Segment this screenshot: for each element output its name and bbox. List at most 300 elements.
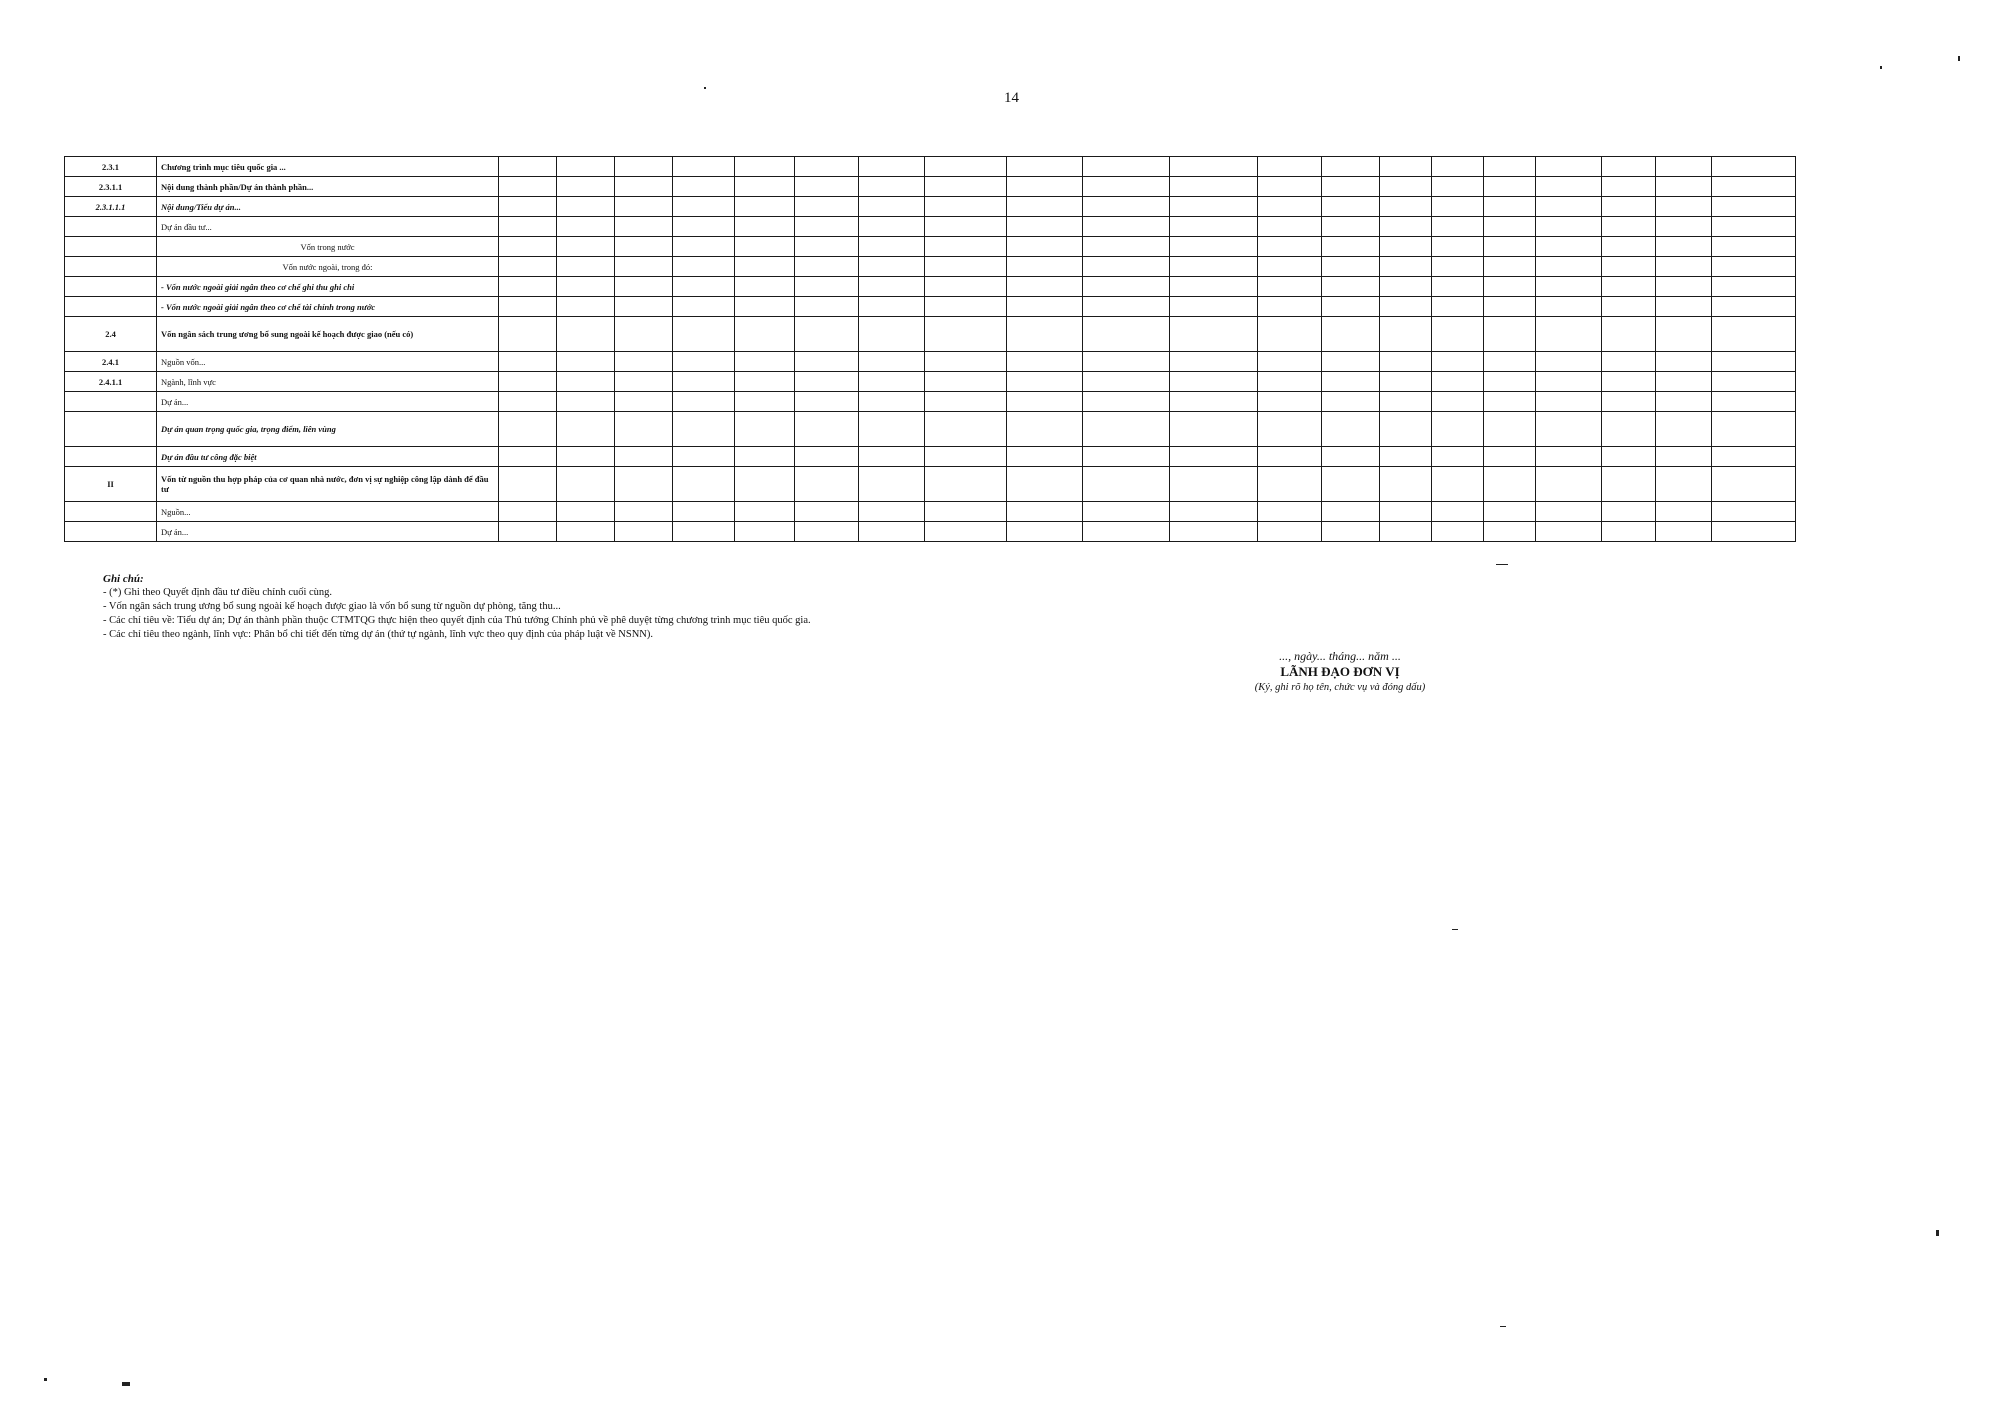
empty-cell [1083,467,1170,502]
empty-cell [1170,157,1258,177]
row-code: 2.3.1.1 [65,177,157,197]
empty-cell [1712,297,1796,317]
row-label: Nội dung thành phần/Dự án thành phần... [157,177,499,197]
row-code: 2.3.1.1.1 [65,197,157,217]
empty-cell [1602,447,1656,467]
empty-cell [1536,197,1602,217]
scan-speck [1500,1326,1506,1327]
table-row [65,467,1796,502]
empty-cell [795,447,859,467]
empty-cell [673,277,735,297]
scan-speck [704,87,706,89]
empty-cell [499,297,557,317]
empty-cell [1083,372,1170,392]
empty-cell [557,467,615,502]
empty-cell [1322,157,1380,177]
page-number: 14 [1004,90,1019,106]
empty-cell [1258,412,1322,447]
row-code [65,277,157,297]
empty-cell [795,217,859,237]
empty-cell [795,317,859,352]
empty-cell [1602,217,1656,237]
empty-cell [1484,502,1536,522]
empty-cell [1007,197,1083,217]
empty-cell [1258,352,1322,372]
empty-cell [1258,217,1322,237]
empty-cell [557,522,615,542]
empty-cell [1484,177,1536,197]
empty-cell [1432,197,1484,217]
scan-speck [1496,564,1508,565]
empty-cell [859,257,925,277]
empty-cell [1170,237,1258,257]
row-label: Ngành, lĩnh vực [157,372,499,392]
note-item: - Các chỉ tiêu theo ngành, lĩnh vực: Phân bổ chi tiết đến từng dự án (thứ tự ngành, lĩnh vực theo quy định của pháp luật về NSNN). [103,629,653,640]
empty-cell [859,502,925,522]
empty-cell [1170,372,1258,392]
empty-cell [1007,257,1083,277]
notes-heading: Ghi chú: [103,573,144,585]
empty-cell [1258,447,1322,467]
empty-cell [1432,297,1484,317]
empty-cell [1170,297,1258,317]
empty-cell [1484,522,1536,542]
signature-block [1180,648,1500,696]
empty-cell [925,317,1007,352]
empty-cell [735,277,795,297]
empty-cell [1258,197,1322,217]
empty-cell [795,412,859,447]
empty-cell [499,217,557,237]
empty-cell [1536,372,1602,392]
empty-cell [673,522,735,542]
empty-cell [1258,257,1322,277]
empty-cell [615,372,673,392]
empty-cell [1380,237,1432,257]
empty-cell [499,157,557,177]
row-code [65,392,157,412]
empty-cell [1536,352,1602,372]
empty-cell [1656,502,1712,522]
empty-cell [1083,317,1170,352]
investment-table [64,156,1796,542]
empty-cell [1083,522,1170,542]
empty-cell [1083,157,1170,177]
empty-cell [673,392,735,412]
empty-cell [859,177,925,197]
empty-cell [1484,467,1536,502]
empty-cell [499,177,557,197]
empty-cell [673,502,735,522]
table-row [65,522,1796,542]
empty-cell [1322,237,1380,257]
empty-cell [925,467,1007,502]
empty-cell [735,447,795,467]
empty-cell [1656,157,1712,177]
empty-cell [1656,522,1712,542]
empty-cell [673,197,735,217]
empty-cell [1602,157,1656,177]
empty-cell [1380,177,1432,197]
empty-cell [557,237,615,257]
empty-cell [735,502,795,522]
empty-cell [1432,412,1484,447]
empty-cell [1602,237,1656,257]
empty-cell [1602,177,1656,197]
empty-cell [1170,197,1258,217]
table-row [65,447,1796,467]
empty-cell [735,352,795,372]
empty-cell [1258,372,1322,392]
empty-cell [1712,372,1796,392]
empty-cell [615,522,673,542]
empty-cell [925,392,1007,412]
empty-cell [1656,317,1712,352]
empty-cell [1083,352,1170,372]
empty-cell [925,447,1007,467]
row-label: Dự án quan trọng quốc gia, trọng điểm, liên vùng [157,412,499,447]
empty-cell [1432,467,1484,502]
table-row [65,297,1796,317]
empty-cell [1602,197,1656,217]
empty-cell [1170,257,1258,277]
empty-cell [1712,502,1796,522]
empty-cell [1322,257,1380,277]
table-row [65,502,1796,522]
empty-cell [1536,467,1602,502]
empty-cell [859,197,925,217]
empty-cell [925,502,1007,522]
empty-cell [1380,467,1432,502]
empty-cell [859,317,925,352]
empty-cell [615,257,673,277]
empty-cell [1322,522,1380,542]
empty-cell [1712,317,1796,352]
empty-cell [925,257,1007,277]
empty-cell [673,317,735,352]
scan-speck [1936,1230,1939,1236]
empty-cell [1322,372,1380,392]
empty-cell [1536,502,1602,522]
row-code [65,502,157,522]
row-label: Nội dung/Tiểu dự án... [157,197,499,217]
empty-cell [735,317,795,352]
empty-cell [925,217,1007,237]
signature-title: LÃNH ĐẠO ĐƠN VỊ [1280,664,1400,679]
empty-cell [1484,447,1536,467]
row-code [65,297,157,317]
empty-cell [1083,447,1170,467]
empty-cell [1083,502,1170,522]
table-row [65,217,1796,237]
empty-cell [1170,467,1258,502]
empty-cell [1380,502,1432,522]
empty-cell [1432,277,1484,297]
empty-cell [859,447,925,467]
empty-cell [795,277,859,297]
empty-cell [1380,217,1432,237]
empty-cell [615,177,673,197]
empty-cell [1007,467,1083,502]
empty-cell [1380,317,1432,352]
empty-cell [615,412,673,447]
scan-speck [1880,66,1882,69]
row-label: - Vốn nước ngoài giải ngân theo cơ chế tài chính trong nước [157,297,499,317]
empty-cell [1432,447,1484,467]
empty-cell [1258,157,1322,177]
empty-cell [795,392,859,412]
empty-cell [1712,197,1796,217]
empty-cell [735,392,795,412]
row-code [65,237,157,257]
empty-cell [1712,177,1796,197]
signature-date: ..., ngày... tháng... năm ... [1279,649,1401,663]
row-label: Dự án đầu tư công đặc biệt [157,447,499,467]
empty-cell [859,352,925,372]
empty-cell [1007,317,1083,352]
empty-cell [859,237,925,257]
empty-cell [557,317,615,352]
empty-cell [1322,412,1380,447]
empty-cell [1007,392,1083,412]
empty-cell [499,317,557,352]
empty-cell [499,467,557,502]
empty-cell [1536,447,1602,467]
empty-cell [1432,257,1484,277]
empty-cell [1083,392,1170,412]
empty-cell [1007,217,1083,237]
empty-cell [1007,372,1083,392]
table-row [65,317,1796,352]
empty-cell [1712,522,1796,542]
table-row [65,237,1796,257]
empty-cell [1083,412,1170,447]
empty-cell [557,177,615,197]
empty-cell [1322,277,1380,297]
empty-cell [1007,522,1083,542]
empty-cell [557,372,615,392]
empty-cell [1432,372,1484,392]
empty-cell [1432,177,1484,197]
empty-cell [1602,257,1656,277]
empty-cell [1170,217,1258,237]
row-code [65,412,157,447]
table-row [65,157,1796,177]
scan-speck [122,1382,130,1386]
empty-cell [795,197,859,217]
empty-cell [557,257,615,277]
empty-cell [557,352,615,372]
empty-cell [1712,412,1796,447]
empty-cell [1656,467,1712,502]
empty-cell [499,392,557,412]
table-row [65,277,1796,297]
empty-cell [795,257,859,277]
empty-cell [1083,297,1170,317]
empty-cell [1083,197,1170,217]
empty-cell [735,257,795,277]
empty-cell [859,157,925,177]
empty-cell [1322,447,1380,467]
empty-cell [1656,217,1712,237]
empty-cell [499,372,557,392]
empty-cell [1170,352,1258,372]
empty-cell [499,447,557,467]
empty-cell [615,237,673,257]
empty-cell [1712,257,1796,277]
empty-cell [615,157,673,177]
empty-cell [615,317,673,352]
empty-cell [735,217,795,237]
empty-cell [1712,352,1796,372]
empty-cell [1536,317,1602,352]
row-code: 2.3.1 [65,157,157,177]
row-label: Vốn ngân sách trung ương bổ sung ngoài kế hoạch được giao (nếu có) [157,317,499,352]
empty-cell [1322,297,1380,317]
empty-cell [1432,502,1484,522]
empty-cell [673,257,735,277]
empty-cell [1170,392,1258,412]
empty-cell [735,522,795,542]
empty-cell [795,467,859,502]
empty-cell [1380,352,1432,372]
empty-cell [1602,392,1656,412]
empty-cell [1656,392,1712,412]
empty-cell [1007,237,1083,257]
empty-cell [1258,237,1322,257]
empty-cell [1602,372,1656,392]
empty-cell [735,197,795,217]
empty-cell [499,502,557,522]
empty-cell [795,352,859,372]
empty-cell [615,392,673,412]
note-item: - (*) Ghi theo Quyết định đầu tư điều chỉnh cuối cùng. [103,587,333,598]
row-code: II [65,467,157,502]
empty-cell [1007,412,1083,447]
empty-cell [615,447,673,467]
row-code [65,217,157,237]
empty-cell [795,237,859,257]
empty-cell [1083,237,1170,257]
empty-cell [557,412,615,447]
empty-cell [499,197,557,217]
empty-cell [859,217,925,237]
empty-cell [1432,392,1484,412]
empty-cell [1380,412,1432,447]
empty-cell [557,447,615,467]
table-row [65,392,1796,412]
empty-cell [1380,372,1432,392]
empty-cell [1170,412,1258,447]
empty-cell [1380,392,1432,412]
empty-cell [1656,237,1712,257]
empty-cell [1536,522,1602,542]
empty-cell [1007,352,1083,372]
empty-cell [615,352,673,372]
table-row [65,257,1796,277]
empty-cell [1380,157,1432,177]
row-code: 2.4 [65,317,157,352]
empty-cell [499,257,557,277]
empty-cell [1432,522,1484,542]
empty-cell [673,372,735,392]
empty-cell [1484,197,1536,217]
empty-cell [557,392,615,412]
empty-cell [1380,297,1432,317]
row-label: Dự án... [157,522,499,542]
empty-cell [1258,177,1322,197]
empty-cell [499,237,557,257]
empty-cell [1656,447,1712,467]
empty-cell [615,467,673,502]
empty-cell [499,412,557,447]
table-row [65,412,1796,447]
empty-cell [1380,522,1432,542]
empty-cell [1380,257,1432,277]
scan-speck [1452,929,1458,930]
empty-cell [1712,447,1796,467]
empty-cell [673,157,735,177]
empty-cell [1258,317,1322,352]
empty-cell [925,522,1007,542]
empty-cell [1712,277,1796,297]
row-label: Vốn nước ngoài, trong đó: [157,257,499,277]
empty-cell [1656,297,1712,317]
empty-cell [1656,257,1712,277]
row-label: Dự án... [157,392,499,412]
empty-cell [673,217,735,237]
empty-cell [859,412,925,447]
empty-cell [557,502,615,522]
empty-cell [1712,157,1796,177]
empty-cell [859,372,925,392]
empty-cell [1170,522,1258,542]
note-item: - Vốn ngân sách trung ương bổ sung ngoài kế hoạch được giao là vốn bổ sung từ nguồn dự phòng, tăng thu... [103,601,561,612]
empty-cell [1484,392,1536,412]
empty-cell [557,217,615,237]
row-code [65,447,157,467]
empty-cell [795,372,859,392]
note-item: - Các chỉ tiêu về: Tiểu dự án; Dự án thành phần thuộc CTMTQG thực hiện theo quyết định của Thủ tướng Chính phủ về phê duyệt từng chương trình mục tiêu quốc gia. [103,615,811,626]
empty-cell [1484,372,1536,392]
empty-cell [1007,277,1083,297]
row-label: Vốn từ nguồn thu hợp pháp của cơ quan nhà nước, đơn vị sự nghiệp công lập dành để đầu tư [157,467,499,502]
empty-cell [1322,392,1380,412]
empty-cell [1170,177,1258,197]
empty-cell [1258,467,1322,502]
empty-cell [615,217,673,237]
empty-cell [1536,177,1602,197]
empty-cell [557,197,615,217]
table-row [65,177,1796,197]
empty-cell [1536,217,1602,237]
empty-cell [1656,277,1712,297]
empty-cell [1007,502,1083,522]
empty-cell [1432,317,1484,352]
empty-cell [735,237,795,257]
empty-cell [1170,502,1258,522]
scan-speck [44,1378,47,1381]
empty-cell [1484,317,1536,352]
empty-cell [925,297,1007,317]
empty-cell [499,352,557,372]
empty-cell [1322,467,1380,502]
empty-cell [1258,392,1322,412]
empty-cell [1602,277,1656,297]
empty-cell [1258,277,1322,297]
empty-cell [1536,297,1602,317]
empty-cell [1712,237,1796,257]
